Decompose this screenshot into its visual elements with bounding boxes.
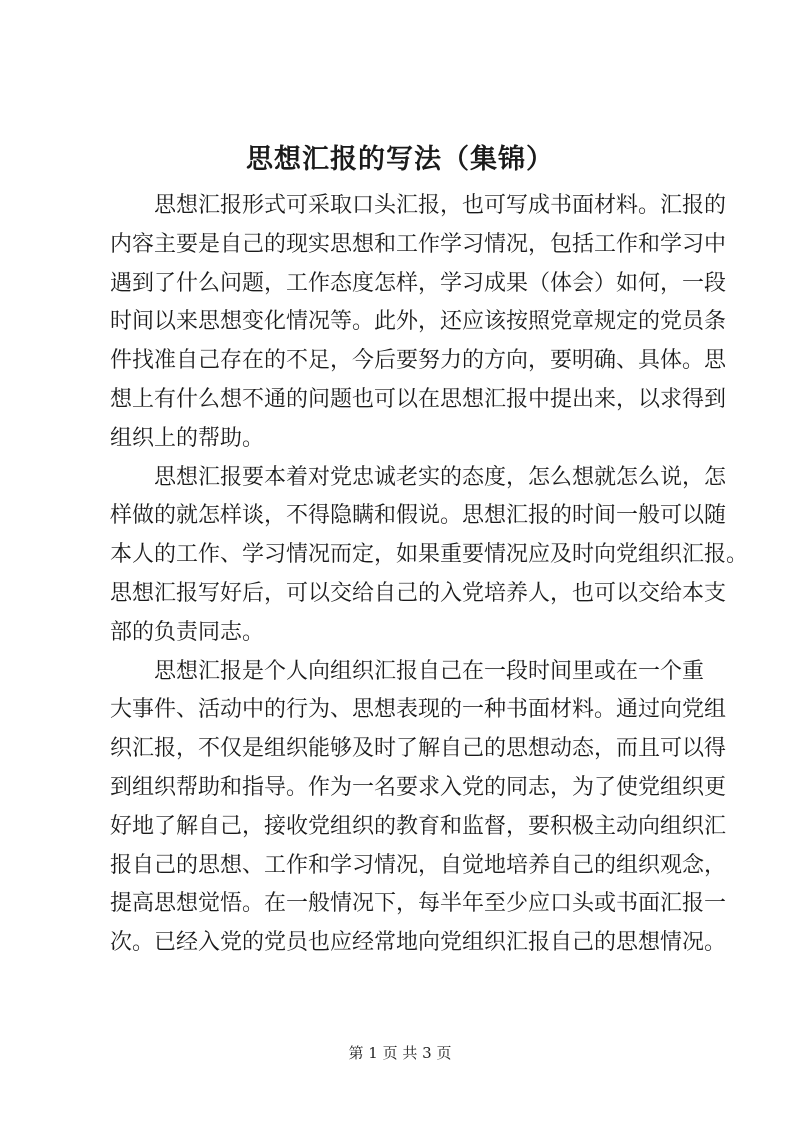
- paragraph-line: 遇到了什么问题，工作态度怎样，学习成果（体会）如何，一段: [110, 270, 727, 296]
- paragraph-line: 好地了解自己，接收党组织的教育和监督，要积极主动向组织汇: [110, 813, 727, 839]
- paragraph-line: 想上有什么想不通的问题也可以在思想汇报中提出来，以求得到: [110, 386, 727, 412]
- paragraph-line: 时间以来思想变化情况等。此外，还应该按照党章规定的党员条: [110, 309, 727, 335]
- paragraph-line: 织汇报，不仅是组织能够及时了解自己的思想动态，而且可以得: [110, 736, 727, 762]
- paragraph-line: 大事件、活动中的行为、思想表现的一种书面材料。通过向党组: [110, 697, 727, 723]
- paragraph-line: 思想汇报是个人向组织汇报自己在一段时间里或在一个重: [154, 658, 705, 684]
- paragraph-line: 本人的工作、学习情况而定，如果重要情况应及时向党组织汇报。: [110, 542, 749, 568]
- paragraph-line: 思想汇报形式可采取口头汇报，也可写成书面材料。汇报的: [154, 193, 727, 218]
- page-number-footer: 第 1 页 共 3 页: [348, 1044, 452, 1062]
- paragraph-line: 次。已经入党的党员也应经常地向党组织汇报自己的思想情况。: [110, 930, 727, 956]
- paragraph-line: 到组织帮助和指导。作为一名要求入党的同志，为了使党组织更: [110, 774, 727, 800]
- paragraph-line: 组织上的帮助。: [110, 425, 265, 451]
- paragraph-line: 报自己的思想、工作和学习情况，自觉地培养自己的组织观念，: [110, 852, 727, 878]
- document-body: [110, 187, 749, 963]
- paragraph-line: 件找准自己存在的不足，今后要努力的方向，要明确、具体。思: [110, 348, 727, 374]
- paragraph-line: 部的负责同志。: [110, 619, 265, 645]
- paragraph-line: 提高思想觉悟。在一般情况下，每半年至少应口头或书面汇报一: [110, 891, 727, 917]
- paragraph-line: 样做的就怎样谈，不得隐瞒和假说。思想汇报的时间一般可以随: [110, 503, 727, 529]
- page-title: 思想汇报的写法（集锦）: [246, 144, 554, 175]
- paragraph-line: 内容主要是自己的现实思想和工作学习情况，包括工作和学习中: [110, 231, 727, 257]
- paragraph-line: 思想汇报要本着对党忠诚老实的态度，怎么想就怎么说，怎: [154, 464, 727, 490]
- paragraph-line: 思想汇报写好后，可以交给自己的入党培养人，也可以交给本支: [110, 580, 727, 606]
